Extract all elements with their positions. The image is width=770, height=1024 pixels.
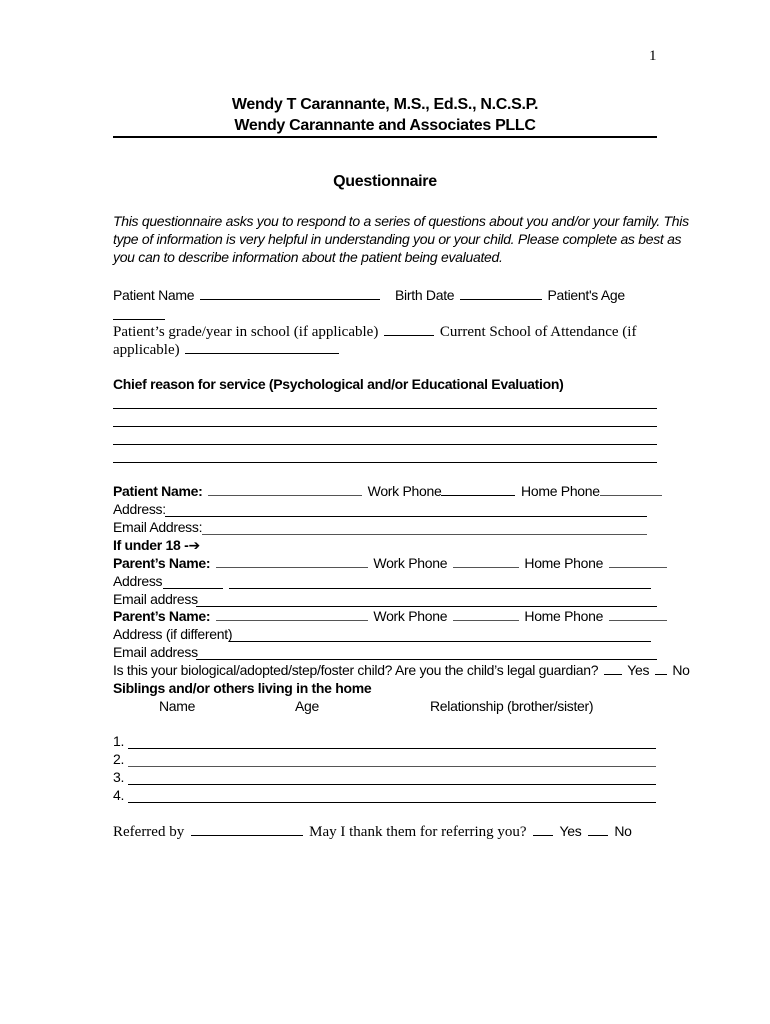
grade-school-row [113,323,636,341]
patient-age-field[interactable] [113,319,165,320]
parent1-email-field[interactable] [196,606,657,607]
patient-info-row [113,287,625,303]
contact-patient-name-field[interactable] [208,483,362,496]
parent2-email-label: Email address [113,644,198,660]
sibling-row-3-field[interactable] [128,784,656,785]
parent1-name-field[interactable] [216,555,368,568]
arrow-right-icon: ➔ [188,537,200,553]
referred-by-field[interactable] [191,823,303,836]
referral-no-label: No [614,823,632,839]
siblings-col-relationship: Relationship (brother/sister) [430,698,594,714]
parent2-address-field[interactable] [229,641,651,642]
school-field[interactable] [185,341,339,354]
guardian-yes-label: Yes [627,662,650,678]
referred-by-label: Referred by [113,824,185,840]
birth-date-field[interactable] [460,287,542,300]
patient-email-label: Email Address: [113,519,203,535]
parent1-home-phone-field[interactable] [609,555,667,568]
under-18-row [113,537,200,554]
patient-work-phone-label: Work Phone [367,483,442,499]
grade-field[interactable] [384,323,434,336]
chief-reason-line-2[interactable] [113,426,657,427]
parent2-row [113,608,669,624]
patient-contact-row [113,483,664,499]
parent2-name-field[interactable] [216,608,368,621]
parent1-address-field-b[interactable] [229,588,651,589]
guardian-no-field[interactable] [655,662,667,675]
guardian-row [113,662,690,678]
chief-reason-line-3[interactable] [113,444,657,445]
sibling-row-3-number: 3. [113,769,125,785]
guardian-yes-field[interactable] [604,662,622,675]
parent2-home-phone-field[interactable] [609,608,667,621]
referral-row [113,823,632,841]
siblings-col-name: Name [159,698,196,714]
sibling-row-1-number: 1. [113,733,125,749]
chief-reason-line-1[interactable] [113,408,657,409]
header-name-line: Wendy T Carannante, M.S., Ed.S., N.C.S.P. [231,96,539,113]
guardian-question: Is this your biological/adopted/step/foster child? Are you the child’s legal guardian? [113,662,599,678]
parent2-email-field[interactable] [196,659,657,660]
parent1-work-phone-field[interactable] [453,555,519,568]
patient-home-phone-field[interactable] [600,483,662,496]
sibling-row-2-number: 2. [113,751,125,767]
referral-yes-field[interactable] [533,823,553,836]
under-18-label: If under 18 - [113,537,189,553]
patient-email-field[interactable] [202,534,647,535]
parent1-name-label: Parent’s Name: [113,555,211,571]
grade-label: Patient’s grade/year in school (if applicable) [113,324,379,340]
parent1-row [113,555,669,571]
sibling-row-4-number: 4. [113,787,125,803]
referral-no-field[interactable] [588,823,608,836]
patient-address-label: Address: [113,501,166,517]
sibling-row-2-field[interactable] [128,766,656,767]
intro-line-3: you can to describe information about the patient being evaluated. [113,249,503,265]
thank-question: May I thank them for referring you? [309,824,527,840]
patient-age-label: Patient's Age [547,287,625,303]
header-rule [113,136,657,138]
school-row-cont [113,341,341,359]
intro-line-1: This questionnaire asks you to respond to a series of questions about you and/or your family. This [113,213,689,229]
referral-yes-label: Yes [559,823,582,839]
parent2-work-phone-label: Work Phone [373,608,448,624]
page-title: Questionnaire [333,173,437,190]
parent2-work-phone-field[interactable] [453,608,519,621]
school-label-cont: applicable) [113,342,180,358]
siblings-col-age: Age [295,698,320,714]
parent1-address-field-a[interactable] [163,588,223,589]
guardian-no-label: No [672,662,690,678]
parent2-name-label: Parent’s Name: [113,608,211,624]
patient-name-label: Patient Name [113,287,195,303]
patient-home-phone-label: Home Phone [521,483,600,499]
contact-patient-name-label: Patient Name: [113,483,203,499]
sibling-row-4-field[interactable] [128,802,656,803]
patient-name-field[interactable] [200,287,380,300]
patient-work-phone-field[interactable] [441,483,515,496]
patient-address-field[interactable] [165,516,647,517]
parent1-address-label: Address [113,573,163,589]
chief-reason-line-4[interactable] [113,462,657,463]
parent1-email-label: Email address [113,591,198,607]
birth-date-label: Birth Date [395,287,455,303]
header-org-line: Wendy Carannante and Associates PLLC [234,117,536,134]
parent1-work-phone-label: Work Phone [373,555,448,571]
intro-line-2: type of information is very helpful in understanding you or your child. Please complete as best as [113,231,682,247]
page-number: 1 [649,48,657,64]
siblings-heading: Siblings and/or others living in the home [113,680,372,696]
sibling-row-1-field[interactable] [128,748,656,749]
school-label: Current School of Attendance (if [439,324,637,340]
parent2-home-phone-label: Home Phone [524,608,604,624]
parent1-home-phone-label: Home Phone [524,555,604,571]
chief-reason-label: Chief reason for service (Psychological and/or Educational Evaluation) [113,376,564,392]
parent2-address-label: Address (if different) [113,626,233,642]
